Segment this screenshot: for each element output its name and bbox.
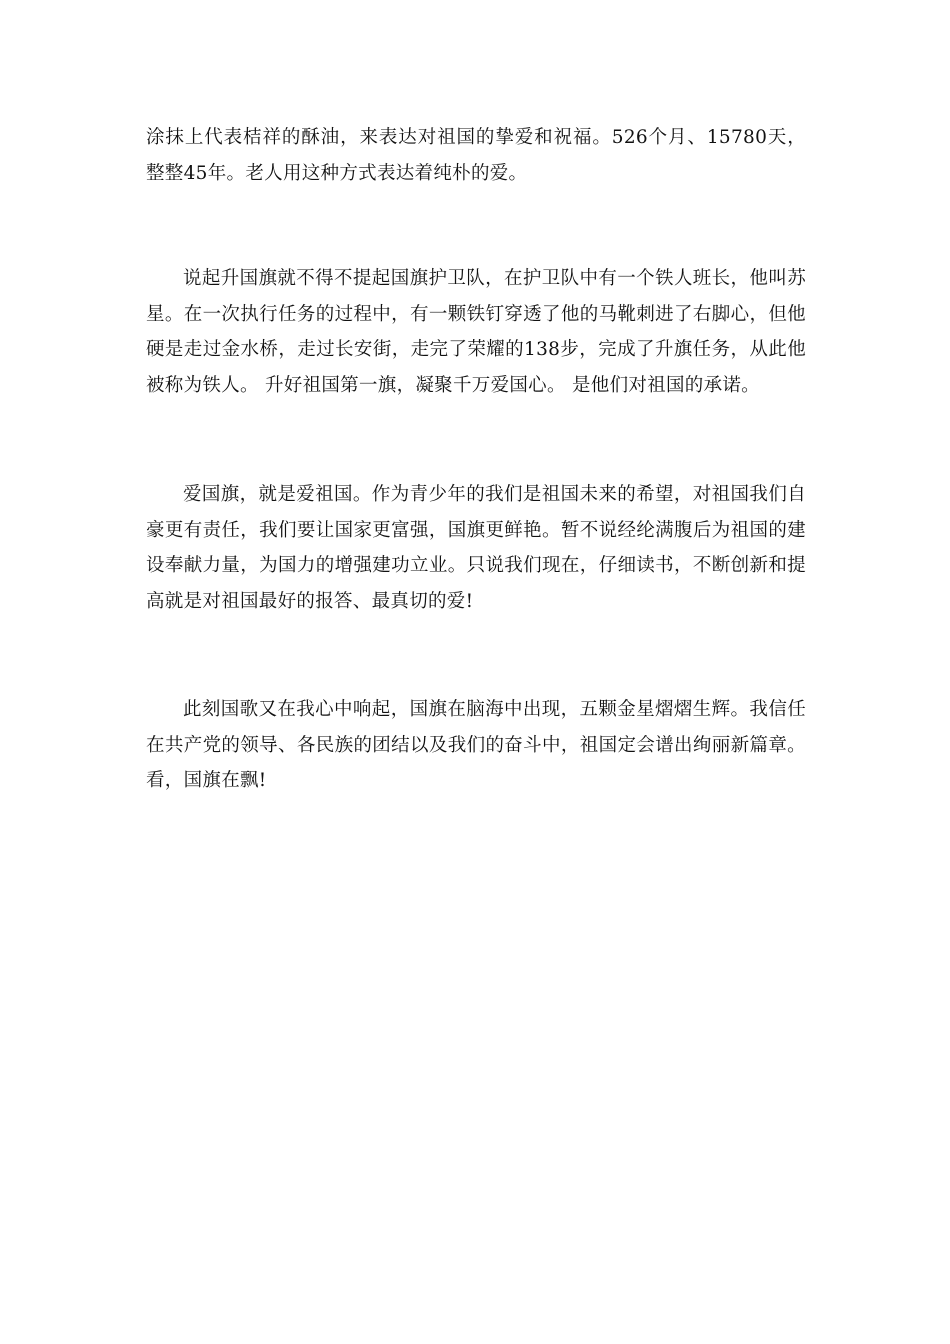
paragraph-4: 此刻国歌又在我心中响起，国旗在脑海中出现，五颗金星熠熠生辉。我信任在共产党的领导、各民族的团结以及我们的奋斗中，祖国定会谱出绚丽新篇章。看，国旗在飘! bbox=[146, 699, 806, 791]
paragraph-3: 爱国旗，就是爱祖国。作为青少年的我们是祖国未来的希望，对祖国我们自豪更有责任，我们要让国家更富强，国旗更鲜艳。暂不说经纶满腹后为祖国的建设奉献力量，为国力的增强建功立业。只说我们现在，仔细读书，不断创新和提高就是对祖国最好的报答、最真切的爱! bbox=[146, 484, 806, 612]
paragraph-1: 涂抹上代表桔祥的酥油，来表达对祖国的挚爱和祝福。526个月、15780天，整整45年。老人用这种方式表达着纯朴的爱。 bbox=[146, 127, 806, 184]
paragraph-2: 说起升国旗就不得不提起国旗护卫队，在护卫队中有一个铁人班长，他叫苏星。在一次执行任务的过程中，有一颗铁钉穿透了他的马靴刺进了右脚心，但他硬是走过金水桥，走过长安街，走完了荣耀的138步，完成了升旗任务，从此他被称为铁人。 升好祖国第一旗，凝聚千万爱国心。 是他们对祖国的承诺。 bbox=[146, 268, 806, 396]
